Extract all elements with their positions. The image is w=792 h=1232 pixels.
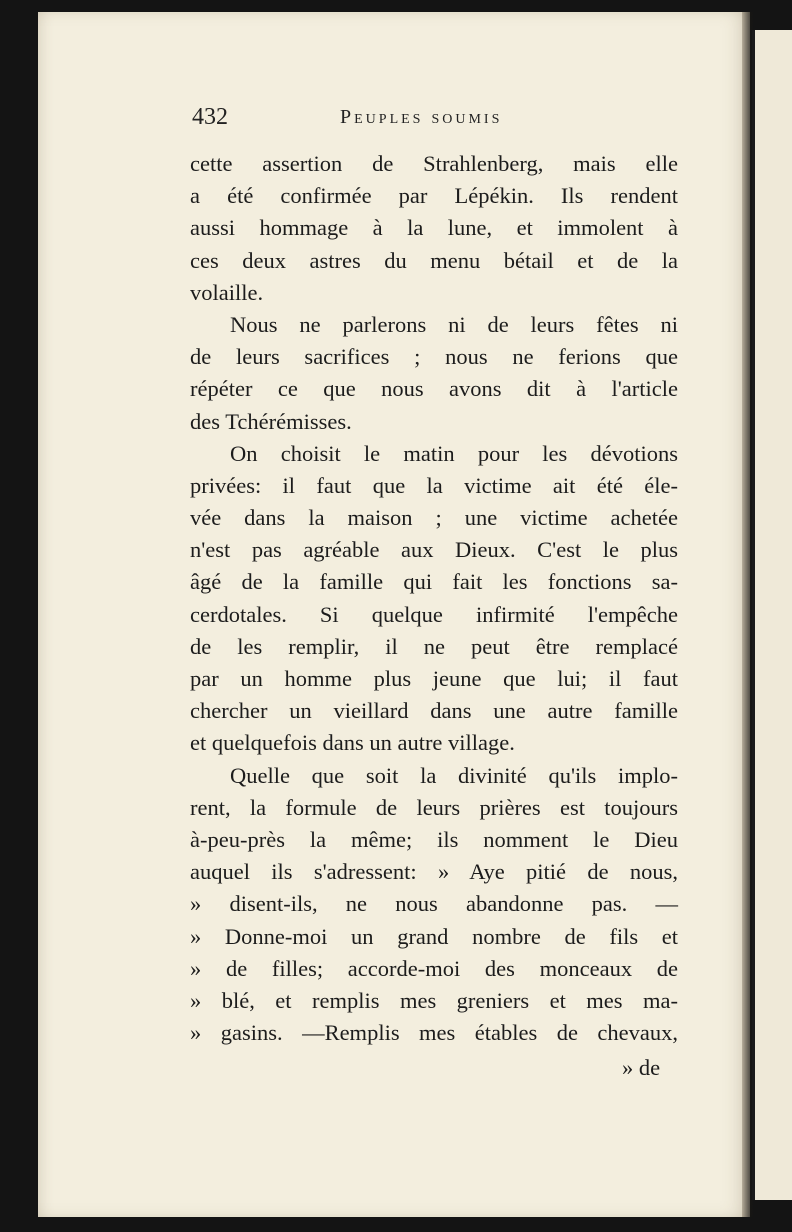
text-line: » gasins. —Remplis mes étables de chevaux, [190, 1020, 678, 1046]
text-line: » blé, et remplis mes greniers et mes ma- [190, 987, 678, 1013]
text-line: vée dans la maison ; une victime achetée [190, 505, 678, 531]
text-line: ces deux astres du menu bétail et de la [190, 247, 678, 273]
catchword: » de [622, 1055, 661, 1080]
text-line: » de filles; accorde-moi des monceaux de [190, 955, 678, 981]
text-line: Nous ne parlerons ni de leurs fêtes ni [230, 311, 678, 337]
body-text [190, 148, 678, 1049]
text-line: à-peu-près la même; ils nomment le Dieu [190, 826, 678, 852]
text-line: rent, la formule de leurs prières est toujours [190, 794, 678, 820]
text-line: répéter ce que nous avons dit à l'article [190, 376, 678, 402]
text-line: On choisit le matin pour les dévotions [230, 440, 678, 466]
text-line: auquel ils s'adressent: » Aye pitié de nous, [190, 859, 678, 885]
text-line: Quelle que soit la divinité qu'ils implo- [230, 762, 678, 788]
text-line: âgé de la famille qui fait les fonctions sa- [190, 569, 678, 595]
text-line: volaille. [190, 279, 264, 305]
text-line: aussi hommage à la lune, et immolent à [190, 215, 678, 241]
text-line: et quelquefois dans un autre village. [190, 730, 515, 756]
text-line: de les remplir, il ne peut être remplacé [190, 633, 678, 659]
text-line: de leurs sacrifices ; nous ne ferions que [190, 344, 678, 370]
text-line: des Tchérémisses. [190, 408, 352, 434]
text-line: cette assertion de Strahlenberg, mais elle [190, 151, 678, 176]
text-line: n'est pas agréable aux Dieux. C'est le plus [190, 537, 678, 563]
text-line: » Donne-moi un grand nombre de fils et [190, 923, 678, 949]
page-header [192, 104, 682, 138]
text-line: par un homme plus jeune que lui; il faut [190, 666, 678, 691]
text-line: privées: il faut que la victime ait été éle- [190, 472, 678, 498]
text-line: chercher un vieillard dans une autre famille [190, 698, 678, 724]
text-line: a été confirmée par Lépékin. Ils rendent [190, 183, 678, 209]
text-line: cerdotales. Si quelque infirmité l'empêche [190, 601, 678, 627]
running-head: Peuples soumis [340, 106, 503, 128]
page-number: 432 [192, 104, 228, 130]
next-page-edge [752, 30, 792, 1200]
text-line: » disent-ils, ne nous abandonne pas. — [190, 891, 678, 917]
